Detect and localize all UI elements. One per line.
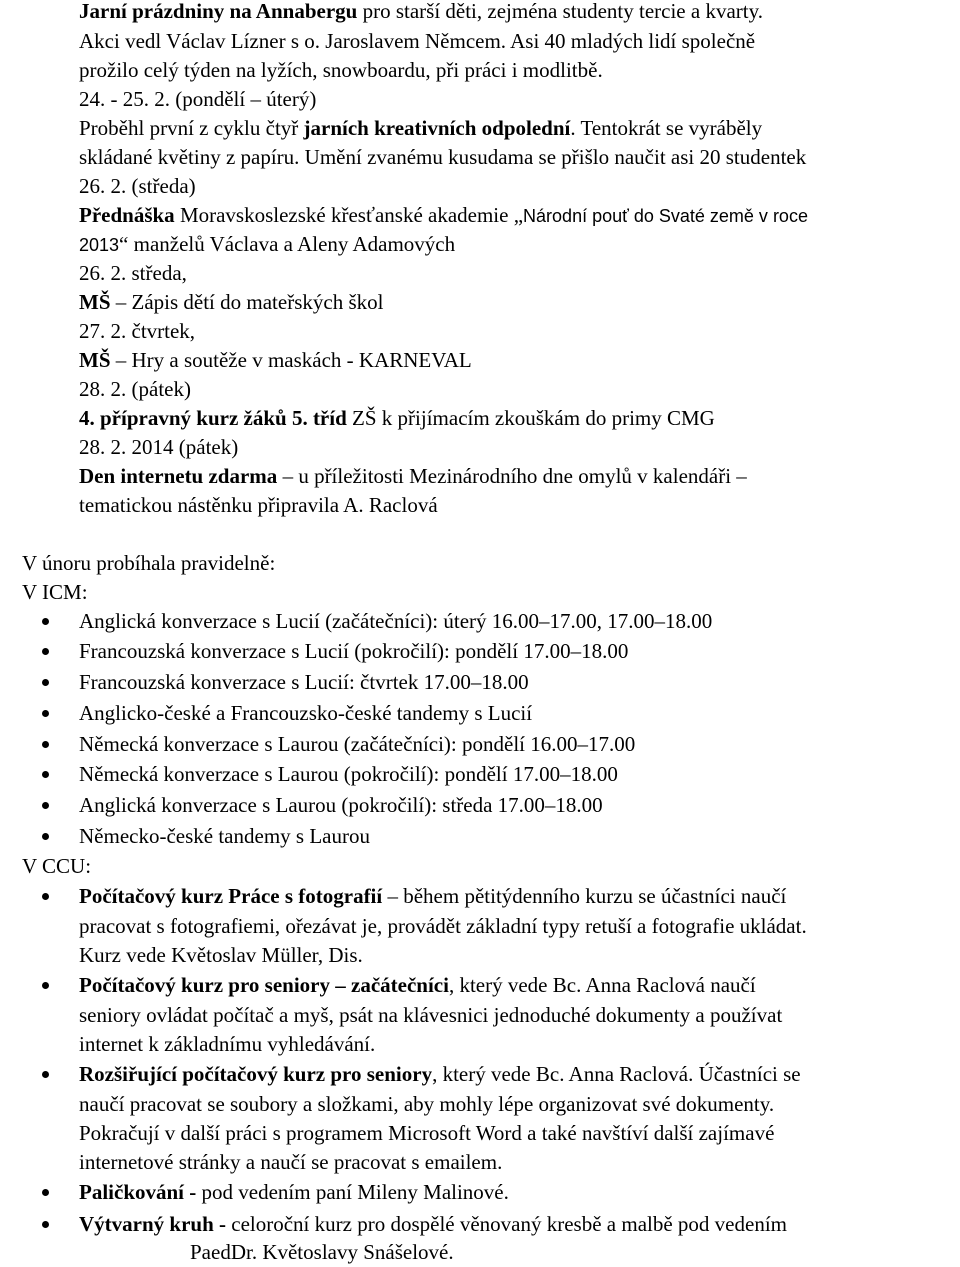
bullet-icon: [42, 771, 49, 778]
event-text: – u příležitosti Mezinárodního dne omylů v kalendáři –: [277, 464, 747, 488]
event-text: ZŠ k přijímacím zkouškám do primy CMG: [346, 406, 715, 430]
event-date: 27. 2. čtvrtek,: [79, 319, 196, 343]
course-text: , který vede Bc. Anna Raclová. Účastníci se: [432, 1062, 801, 1086]
ccu-item-line: [79, 882, 950, 911]
event-highlight: 4. přípravný kurz žáků 5. tříd: [79, 406, 347, 430]
event-text: – Hry a soutěže v maskách - KARNEVAL: [110, 348, 472, 372]
event-date: 28. 2. 2014 (pátek): [79, 435, 239, 459]
course-text: celoroční kurz pro dospělé věnovaný kresbě a malbě pod vedením: [226, 1212, 787, 1236]
bullet-icon: [42, 1221, 49, 1228]
bullet-icon: [42, 710, 49, 717]
ccu-item-line: internet k základnímu vyhledávání.: [79, 1032, 376, 1056]
event-text: . Tentokrát se vyráběly: [570, 116, 763, 140]
ccu-item-line: Pokračují v další práci s programem Microsoft Word a také navštíví další zajímavé: [79, 1121, 775, 1145]
event-highlight: jarních kreativních odpolední: [303, 116, 571, 140]
bullet-icon: [42, 648, 49, 655]
bullet-icon: [42, 833, 49, 840]
event-text-line: [79, 346, 472, 375]
icm-item: Anglicko-české a Francouzsko-české tandemy s Lucií: [79, 701, 533, 725]
bullet-icon: [42, 1071, 49, 1078]
course-text: pod vedením paní Mileny Malinové.: [196, 1180, 509, 1204]
icm-item: Anglická konverzace s Lucií (začátečníci): úterý 16.00–17.00, 17.00–18.00: [79, 609, 713, 633]
intro-line-3: prožilo celý týden na lyžích, snowboardu, při práci i modlitbě.: [79, 58, 603, 82]
ccu-item-line: [79, 1060, 950, 1089]
event-text-line: [79, 201, 808, 231]
event-date: 26. 2. středa,: [79, 261, 187, 285]
course-name: Rozšiřující počítačový kurz pro seniory: [79, 1062, 433, 1086]
bullet-icon: [42, 679, 49, 686]
course-text: – během pětitýdenního kurzu se účastníci naučí: [382, 884, 787, 908]
ccu-item-line: naučí pracovat se soubory a složkami, aby mohly lépe organizovat své dokumenty.: [79, 1092, 775, 1116]
ccu-item-line: internetové stránky a naučí se pracovat s emailem.: [79, 1150, 503, 1174]
event-highlight: Den internetu zdarma: [79, 464, 278, 488]
intro-line-1: [79, 0, 763, 26]
event-date: 28. 2. (pátek): [79, 377, 191, 401]
event-highlight: MŠ: [79, 290, 111, 314]
ccu-item-line: Kurz vede Květoslav Müller, Dis.: [79, 943, 363, 967]
course-name: Výtvarný kruh -: [79, 1212, 227, 1236]
event-text: Moravskoslezské křesťanské akademie „: [174, 203, 524, 227]
icm-item: Anglická konverzace s Laurou (pokročilí): středa 17.00–18.00: [79, 793, 603, 817]
ccu-item-line: [79, 1178, 509, 1207]
event-text-line: tematickou nástěnku připravila A. Raclová: [79, 493, 438, 517]
event-text: Proběhl první z cyklu čtyř: [79, 116, 304, 140]
event-highlight: MŠ: [79, 348, 111, 372]
bullet-icon: [42, 802, 49, 809]
event-text: “ manželů Václava a Aleny Adamových: [119, 232, 456, 256]
bullet-icon: [42, 982, 49, 989]
icm-item: Francouzská konverzace s Lucií (pokročilí): pondělí 17.00–18.00: [79, 639, 629, 663]
event-date: 24. - 25. 2. (pondělí – úterý): [79, 87, 317, 111]
bullet-icon: [42, 893, 49, 900]
event-text-line: [79, 288, 383, 317]
event-text-line: [79, 462, 747, 491]
event-date: 26. 2. (středa): [79, 174, 196, 198]
icm-item: Německo-české tandemy s Laurou: [79, 824, 370, 848]
ccu-item-line: pracovat s fotografiemi, ořezávat je, provádět základní typy retuší a fotografie ukládat.: [79, 914, 807, 938]
event-text: – Zápis dětí do mateřských škol: [110, 290, 384, 314]
ccu-item-line: seniory ovládat počítač a myš, psát na klávesnici jednoduché dokumenty a používat: [79, 1003, 783, 1027]
event-text-line: [79, 114, 762, 143]
bullet-icon: [42, 1189, 49, 1196]
ccu-item-line: [79, 971, 950, 1000]
icm-item: Německá konverzace s Laurou (pokročilí): pondělí 17.00–18.00: [79, 762, 618, 786]
ccu-item-line: [79, 1210, 787, 1239]
icm-item: Německá konverzace s Laurou (začátečníci): pondělí 16.00–17.00: [79, 732, 636, 756]
course-text: , který vede Bc. Anna Raclová naučí: [448, 973, 756, 997]
event-highlight: Přednáška: [79, 203, 175, 227]
event-title-sans: Národní pouť do Svaté země v roce: [523, 206, 808, 226]
intro-line-2: Akci vedl Václav Lízner s o. Jaroslavem Němcem. Asi 40 mladých lidí společně: [79, 29, 756, 53]
intro-text: pro starší děti, zejména studenty tercie a kvarty.: [357, 0, 763, 23]
event-text-line: skládané květiny z papíru. Umění zvanému kusudama se přišlo naučit asi 20 studentek: [79, 145, 807, 169]
icm-item: Francouzská konverzace s Lucií: čtvrtek 17.00–18.00: [79, 670, 529, 694]
event-text-line: [79, 404, 715, 433]
course-name: Počítačový kurz pro seniory – začátečníci: [79, 973, 449, 997]
section-heading: V únoru probíhala pravidelně:: [22, 551, 276, 575]
icm-heading: V ICM:: [22, 580, 88, 604]
ccu-heading: V CCU:: [22, 854, 92, 878]
bullet-icon: [42, 618, 49, 625]
intro-title: Jarní prázdniny na Annabergu: [79, 0, 358, 23]
ccu-item-line: PaedDr. Květoslavy Snášelové.: [190, 1240, 454, 1264]
bullet-icon: [42, 741, 49, 748]
event-title-sans: 2013: [79, 235, 120, 255]
course-name: Počítačový kurz Práce s fotografií: [79, 884, 383, 908]
event-text-line: [79, 230, 455, 260]
course-name: Paličkování -: [79, 1180, 197, 1204]
